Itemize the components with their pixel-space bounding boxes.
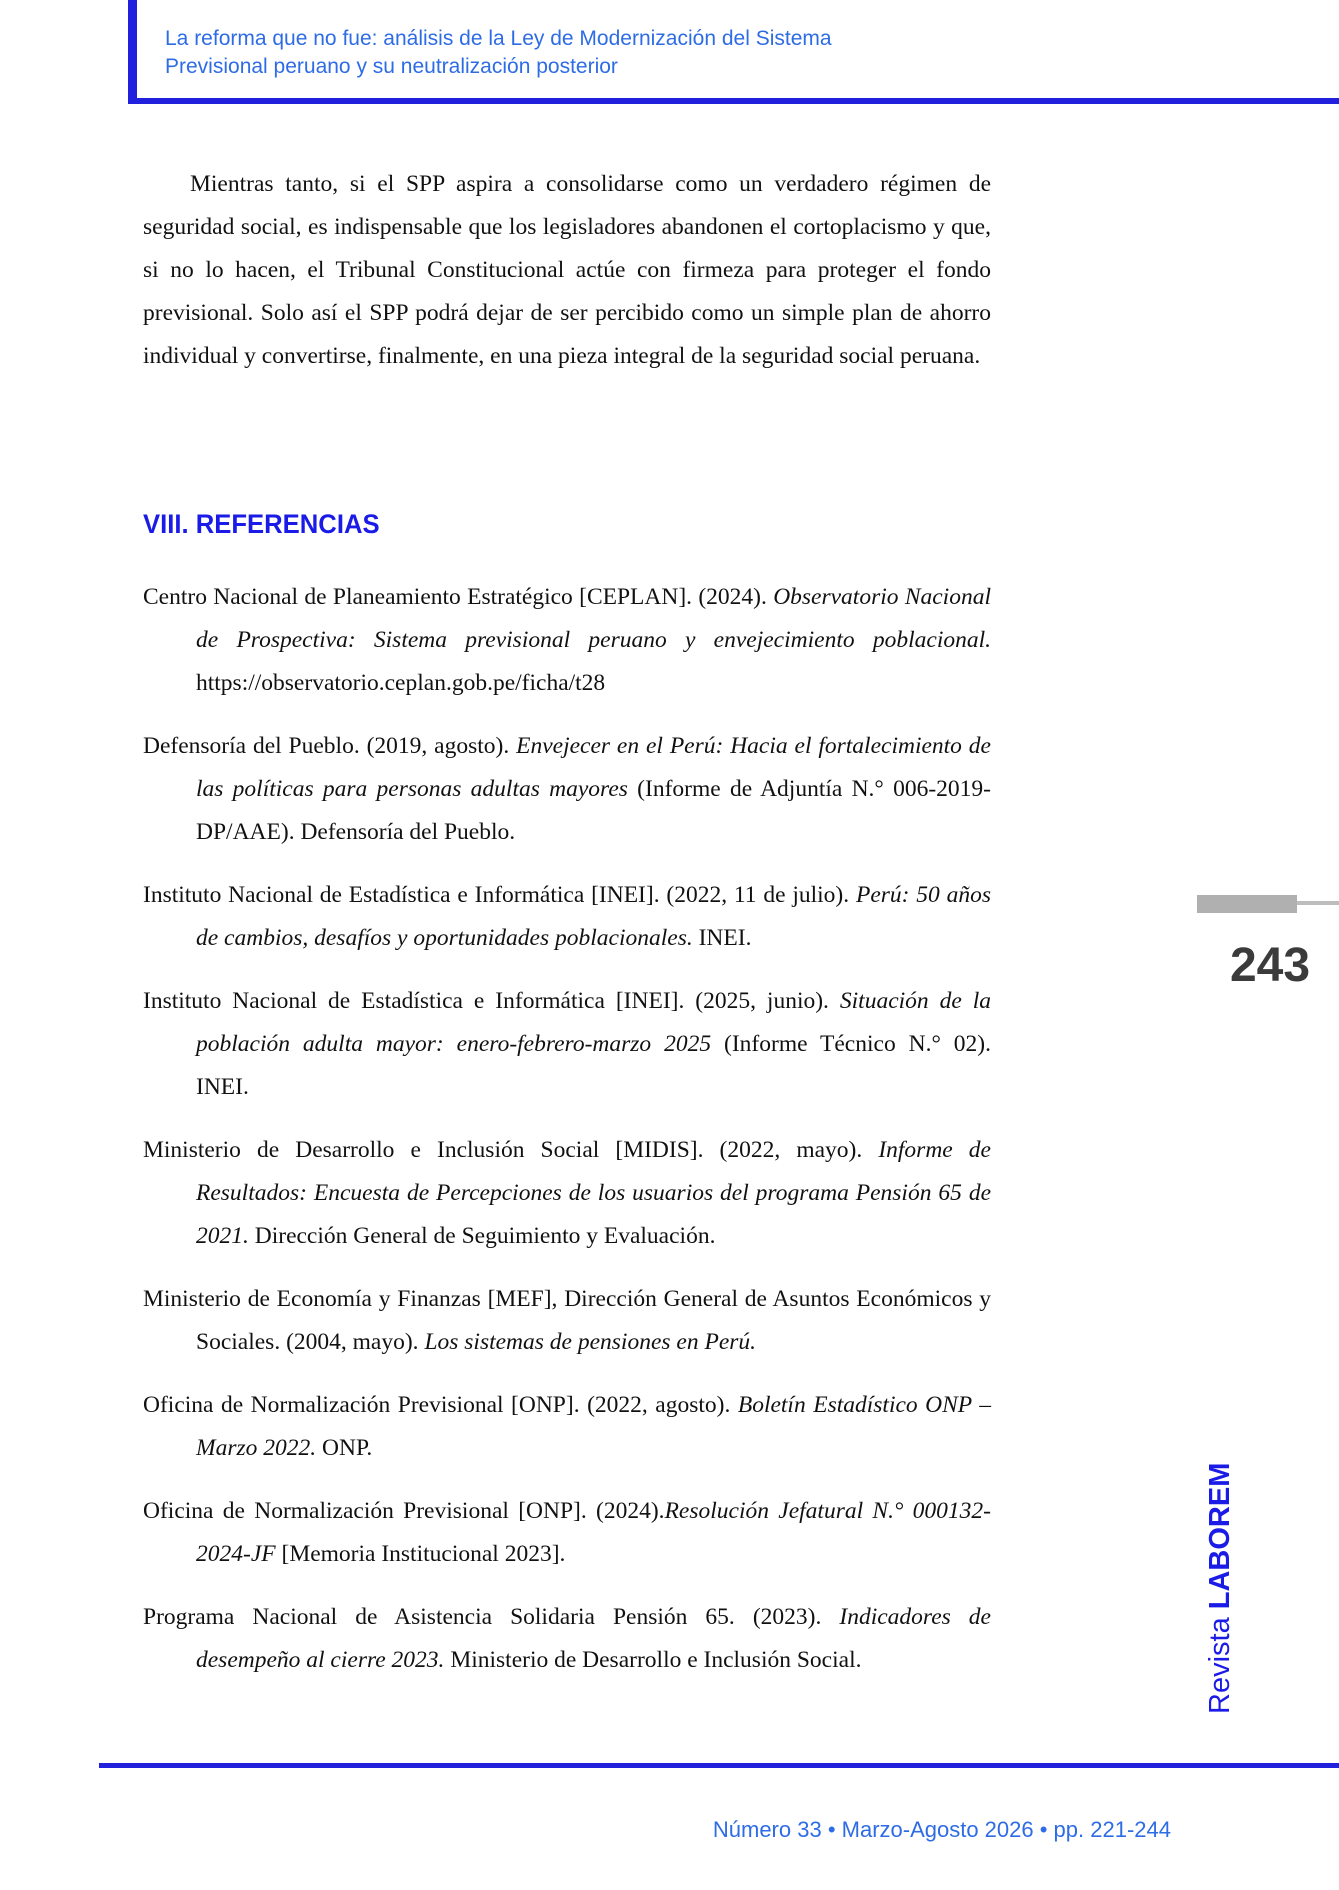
header-accent-bar — [128, 0, 137, 104]
running-head-title: La reforma que no fue: análisis de la Ley de Modernización del Sistema Previsional peruano y su neutralización posterior — [165, 27, 832, 78]
page-number-bar — [1197, 895, 1297, 913]
footer-issue-info: Número 33 • Marzo-Agosto 2026 • pp. 221-244 — [712, 1817, 1171, 1842]
reference-entry: Instituto Nacional de Estadística e Informática [INEI]. (2025, junio). Situación de la población adulta mayor: enero-febrero-marzo 2025 (Informe Técnico N.° 02). INEI. — [143, 988, 992, 1100]
journal-prefix: Revista — [1204, 1609, 1236, 1714]
header-divider-line — [128, 98, 1339, 104]
reference-entry: Instituto Nacional de Estadística e Informática [INEI]. (2022, 11 de julio). Perú: 50 años de cambios, desafíos y oportunidades poblacionales. INEI. — [143, 882, 992, 951]
page-number: 243 — [1229, 939, 1311, 992]
page-number-bar-line — [1297, 901, 1339, 905]
body-paragraph: Mientras tanto, si el SPP aspira a consolidarse como un verdadero régimen de seguridad social, es indispensable que los legisladores abandonen el cortoplacismo y que, si no lo hacen, el Tribunal Constitucional actúe con firmeza para proteger el fondo previsional. Solo así el SPP podrá dejar de ser percibido como un simple plan de ahorro individual y convertirse, finalmente, en una pieza integral de la seguridad social peruana. — [143, 171, 991, 369]
reference-entry: Oficina de Normalización Previsional [ONP]. (2024).Resolución Jefatural N.° 000132-2024-JF [Memoria Institucional 2023]. — [143, 1498, 991, 1567]
reference-entry: Oficina de Normalización Previsional [ONP]. (2022, agosto). Boletín Estadístico ONP – Marzo 2022. ONP. — [143, 1392, 991, 1461]
journal-title: LABOREM — [1204, 1462, 1236, 1610]
reference-entry: Ministerio de Economía y Finanzas [MEF], Dirección General de Asuntos Económicos y Sociales. (2004, mayo). Los sistemas de pensiones en Perú. — [143, 1286, 991, 1355]
reference-entry: Centro Nacional de Planeamiento Estratégico [CEPLAN]. (2024). Observatorio Nacional de Prospectiva: Sistema previsional peruano y envejecimiento poblacional. https://observatorio.ceplan.gob.pe/ficha/t28 — [143, 584, 991, 696]
footer-divider-line — [99, 1763, 1339, 1768]
journal-name-vertical — [1203, 1463, 1237, 1714]
reference-entry: Programa Nacional de Asistencia Solidaria Pensión 65. (2023). Indicadores de desempeño al cierre 2023. Ministerio de Desarrollo e Inclusión Social. — [143, 1604, 991, 1673]
reference-entry: Ministerio de Desarrollo e Inclusión Social [MIDIS]. (2022, mayo). Informe de Resultados: Encuesta de Percepciones de los usuarios del programa Pensión 65 de 2021. Dirección General de Seguimiento y Evaluación. — [143, 1137, 991, 1249]
reference-entry: Defensoría del Pueblo. (2019, agosto). Envejecer en el Perú: Hacia el fortalecimiento de las políticas para personas adultas mayores (Informe de Adjuntía N.° 006-2019-DP/AAE). Defensoría del Pueblo. — [143, 733, 991, 845]
references-list — [143, 576, 991, 1702]
references-heading: VIII. REFERENCIAS — [143, 509, 380, 539]
